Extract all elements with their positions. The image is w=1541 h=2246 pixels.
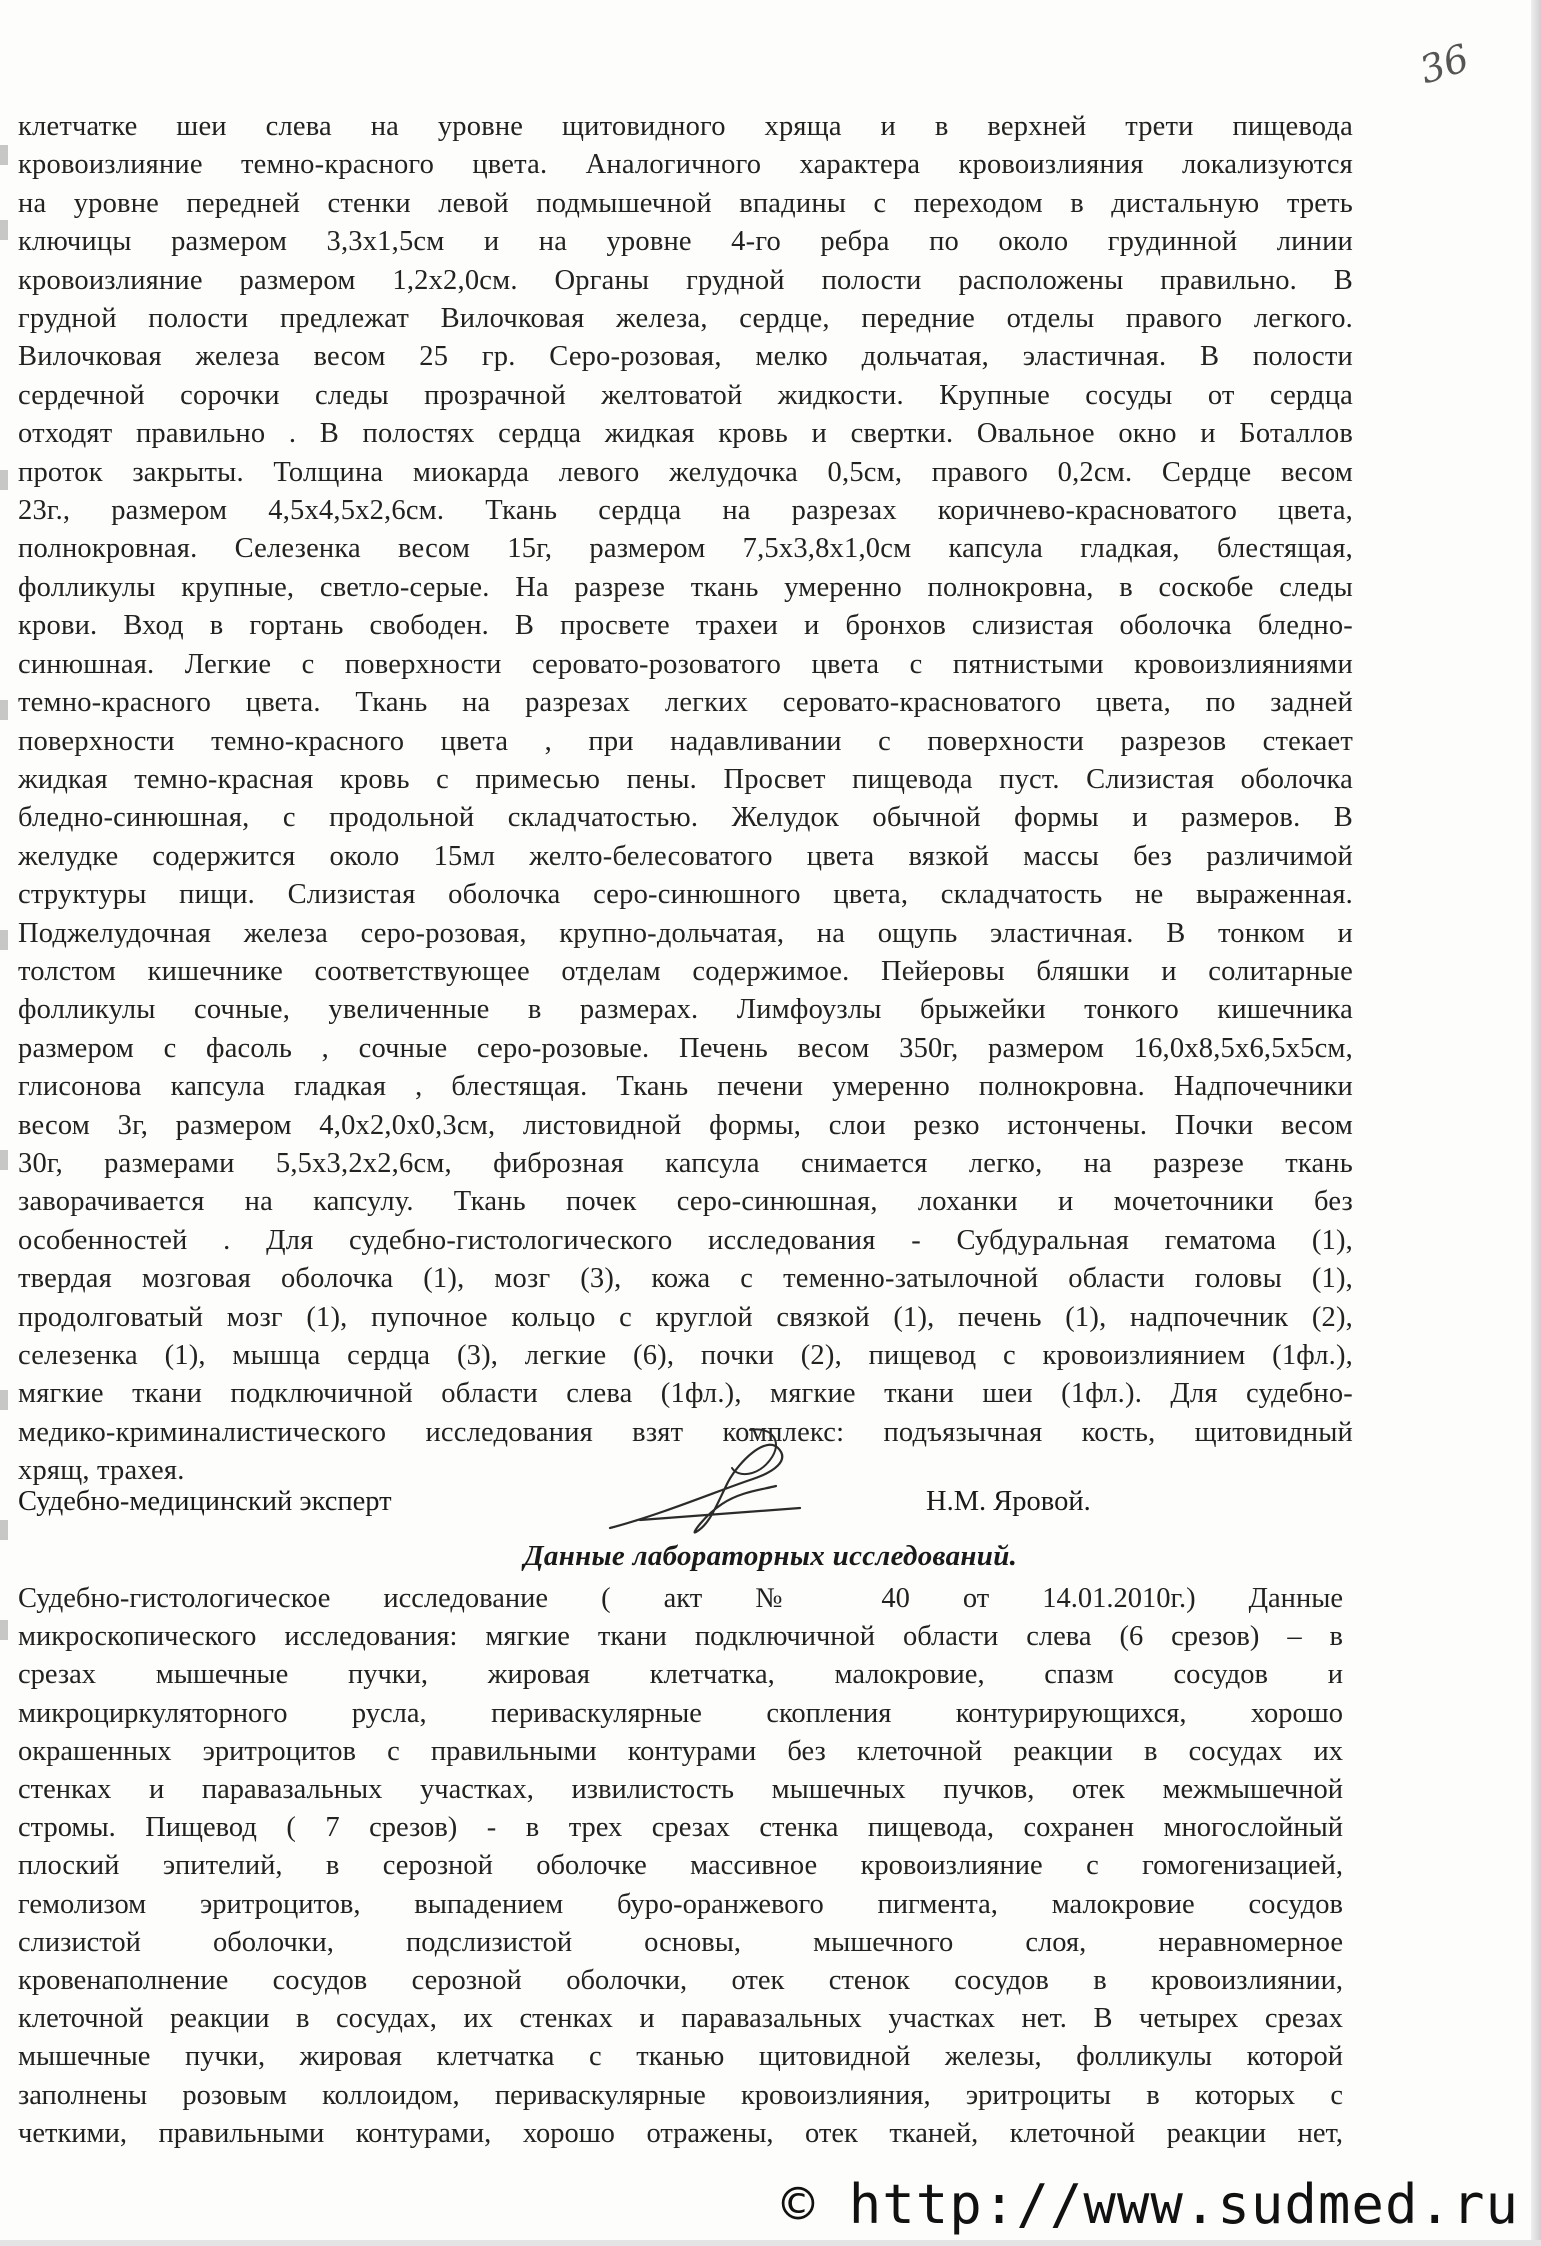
text-line: размером с фасоль , сочные серо-розовые. Печень весом 350г, размером 16,0х8,5х6,5х5см, bbox=[18, 1032, 1353, 1064]
scan-edge-bottom bbox=[0, 2240, 1541, 2246]
text-line: особенностей . Для судебно-гистологического исследования - Субдуральная гематома (1), bbox=[18, 1224, 1353, 1256]
text-line: толстом кишечнике соответствующее отделам содержимое. Пейеровы бляшки и солитарные bbox=[18, 955, 1353, 987]
text-line: клеточной реакции в сосудах, их стенках и паравазальных участках нет. В четырех срезах bbox=[18, 2003, 1343, 2035]
text-line: клетчатке шеи слева на уровне щитовидного хряща и в верхней трети пищевода bbox=[18, 111, 1353, 142]
lab-section-heading: Данные лабораторных исследований. bbox=[523, 1540, 1018, 1572]
lab-section-text bbox=[18, 1580, 1343, 2153]
handwritten-page-number: 36 bbox=[1414, 35, 1474, 93]
text-line: твердая мозговая оболочка (1), мозг (3), кожа с теменно-затылочной области головы (1), bbox=[18, 1263, 1353, 1295]
text-line: Поджелудочная железа серо-розовая, крупно-дольчатая, на ощупь эластичная. В тонком и bbox=[18, 917, 1353, 949]
text-line: желудке содержится около 15мл желто-белесоватого цвета вязкой массы без различимой bbox=[18, 840, 1353, 872]
text-line: структуры пищи. Слизистая оболочка серо-синюшного цвета, складчатость не выраженная. bbox=[18, 879, 1353, 911]
text-line: Судебно-гистологическое исследование ( акт № 40 от 14.01.2010г.) Данные bbox=[18, 1583, 1343, 1614]
text-line: селезенка (1), мышца сердца (3), легкие (6), почки (2), пищевод с кровоизлиянием (1фл.), bbox=[18, 1340, 1353, 1371]
text-line: отходят правильно . В полостях сердца жидкая кровь и свертки. Овальное окно и Боталлов bbox=[18, 418, 1353, 450]
text-line: микроциркуляторного русла, периваскулярные скопления контурирующихся, хорошо bbox=[18, 1697, 1343, 1729]
text-line: проток закрыты. Толщина миокарда левого желудочка 0,5см, правого 0,2см. Сердце весом bbox=[18, 456, 1353, 488]
text-line: кровоизлияние размером 1,2х2,0см. Органы грудной полости расположены правильно. В bbox=[18, 264, 1353, 296]
text-line: на уровне передней стенки левой подмышечной впадины с переходом в дистальную треть bbox=[18, 187, 1353, 219]
text-line: поверхности темно-красного цвета , при надавливании с поверхности разрезов стекает bbox=[18, 725, 1353, 757]
text-line: жидкая темно-красная кровь с примесью пены. Просвет пищевода пуст. Слизистая оболочка bbox=[18, 763, 1353, 795]
text-line: заполнены розовым коллоидом, периваскулярные кровоизлияния, эритроциты в которых с bbox=[18, 2079, 1343, 2111]
text-line: грудной полости предлежат Вилочковая железа, сердце, передние отделы правого легкого. bbox=[18, 303, 1353, 335]
text-line: плоский эпителий, в серозной оболочке массивное кровоизлияние с гомогенизацией, bbox=[18, 1850, 1343, 1882]
text-line: глисонова капсула гладкая , блестящая. Ткань печени умеренно полнокровна. Надпочечники bbox=[18, 1071, 1353, 1103]
expert-title: Судебно-медицинский эксперт bbox=[18, 1486, 392, 1517]
text-line: фолликулы крупные, светло-серые. На разрезе ткань умеренно полнокровна, в соскобе следы bbox=[18, 571, 1353, 603]
scan-edge-right bbox=[1531, 0, 1541, 2246]
site-watermark: © http://www.sudmed.ru bbox=[781, 2173, 1519, 2236]
text-line: синюшная. Легкие с поверхности серовато-розоватого цвета с пятнистыми кровоизлияниями bbox=[18, 648, 1353, 680]
expert-name: Н.М. Яровой. bbox=[926, 1486, 1091, 1517]
text-line: четкими, правильными контурами, хорошо отражены, отек тканей, клеточной реакции нет, bbox=[18, 2117, 1343, 2149]
text-line: мягкие ткани подключичной области слева (1фл.), мягкие ткани шеи (1фл.). Для судебно- bbox=[18, 1378, 1353, 1410]
text-line: медико-криминалистического исследования взят комплекс: подъязычная кость, щитовидный bbox=[18, 1416, 1353, 1448]
text-line: бледно-синюшная, с продольной складчатостью. Желудок обычной формы и размеров. В bbox=[18, 802, 1353, 834]
text-line: фолликулы сочные, увеличенные в размерах. Лимфоузлы брыжейки тонкого кишечника bbox=[18, 994, 1353, 1026]
text-line: срезах мышечные пучки, жировая клетчатка, малокровие, спазм сосудов и bbox=[18, 1659, 1343, 1691]
text-line: заворачивается на капсулу. Ткань почек серо-синюшная, лоханки и мочеточники без bbox=[18, 1186, 1353, 1218]
handwritten-signature bbox=[600, 1420, 820, 1550]
text-line: 30г, размерами 5,5х3,2х2,6см, фиброзная капсула снимается легко, на разрезе ткань bbox=[18, 1147, 1353, 1179]
autopsy-description-text bbox=[18, 108, 1353, 1491]
left-margin-scan-marks bbox=[0, 100, 14, 2000]
text-line: микроскопического исследования: мягкие ткани подключичной области слева (6 срезов) – в bbox=[18, 1621, 1343, 1653]
text-line: мышечные пучки, жировая клетчатка с тканью щитовидной железы, фолликулы которой bbox=[18, 2041, 1343, 2073]
text-line: кровоизлияние темно-красного цвета. Аналогичного характера кровоизлияния локализуются bbox=[18, 149, 1353, 181]
text-line: хрящ, трахея. bbox=[18, 1455, 185, 1487]
text-line: слизистой оболочки, подслизистой основы, мышечного слоя, неравномерное bbox=[18, 1926, 1343, 1958]
signature-row bbox=[18, 1486, 1353, 1530]
text-line: полнокровная. Селезенка весом 15г, размером 7,5х3,8х1,0см капсула гладкая, блестящая, bbox=[18, 533, 1353, 565]
text-line: окрашенных эритроцитов с правильными контурами без клеточной реакции в сосудах их bbox=[18, 1735, 1343, 1767]
text-line: сердечной сорочки следы прозрачной желтоватой жидкости. Крупные сосуды от сердца bbox=[18, 379, 1353, 411]
text-line: 23г., размером 4,5х4,5х2,6см. Ткань сердца на разрезах коричнево-красноватого цвета, bbox=[18, 495, 1353, 527]
text-line: весом 3г, размером 4,0х2,0х0,3см, листовидной формы, слои резко истончены. Почки весом bbox=[18, 1109, 1353, 1141]
text-line: продолговатый мозг (1), пупочное кольцо с круглой связкой (1), печень (1), надпочечник (2), bbox=[18, 1301, 1353, 1333]
text-line: кровенаполнение сосудов серозной оболочки, отек стенок сосудов в кровоизлиянии, bbox=[18, 1965, 1343, 1997]
text-line: крови. Вход в гортань свободен. В просвете трахеи и бронхов слизистая оболочка бледно- bbox=[18, 610, 1353, 642]
text-line: стенках и паравазальных участках, извилистость мышечных пучков, отек межмышечной bbox=[18, 1774, 1343, 1806]
text-line: ключицы размером 3,3х1,5см и на уровне 4-го ребра по около грудинной линии bbox=[18, 226, 1353, 258]
text-line: темно-красного цвета. Ткань на разрезах легких серовато-красноватого цвета, по задней bbox=[18, 687, 1353, 719]
text-line: Вилочковая железа весом 25 гр. Серо-розовая, мелко дольчатая, эластичная. В полости bbox=[18, 341, 1353, 373]
text-line: гемолизом эритроцитов, выпадением буро-оранжевого пигмента, малокровие сосудов bbox=[18, 1888, 1343, 1920]
text-line: стромы. Пищевод ( 7 срезов) - в трех срезах стенка пищевода, сохранен многослойный bbox=[18, 1812, 1343, 1844]
